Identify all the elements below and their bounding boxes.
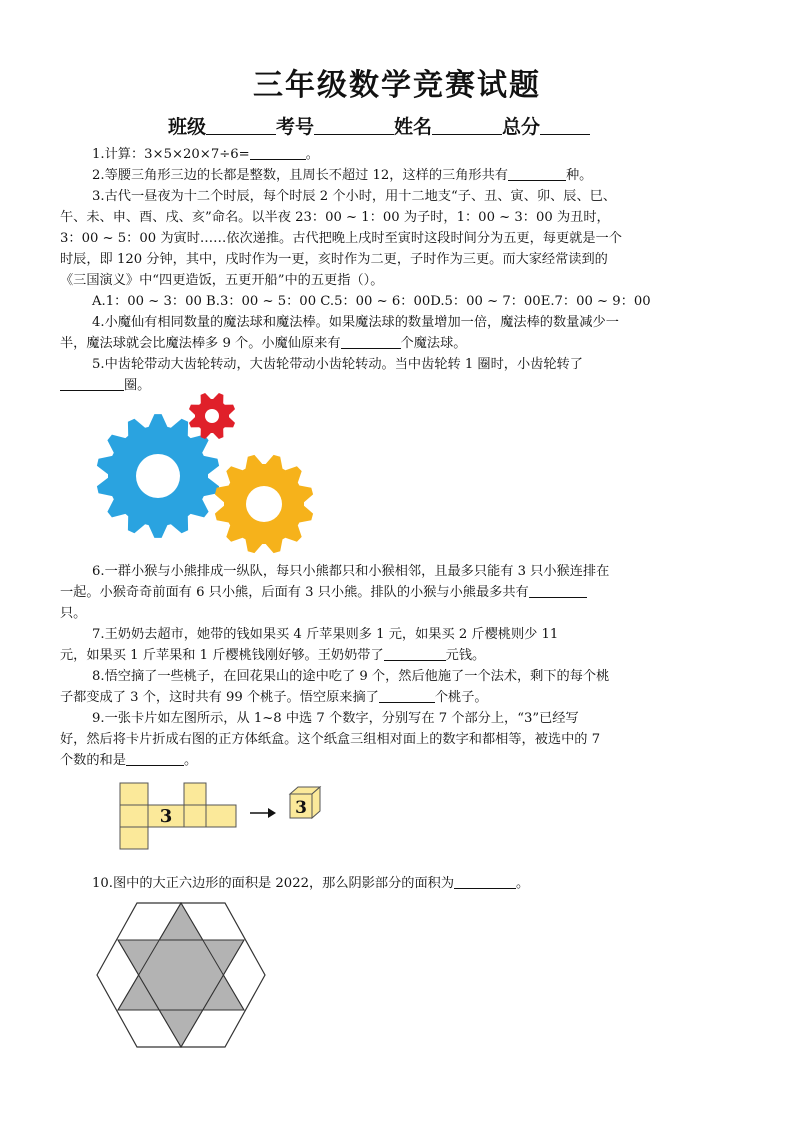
question-4-line-2: 半，魔法球就会比魔法棒多 9 个。小魔仙原来有 个魔法球。 <box>60 336 467 351</box>
small-gear-icon <box>189 393 235 439</box>
score-blank[interactable] <box>540 116 590 135</box>
hexagon-star-figure <box>94 898 268 1054</box>
answer-blank-8[interactable] <box>379 688 435 703</box>
net-face <box>206 805 236 827</box>
questions-block-1 <box>60 144 736 396</box>
question-5-line-2: 圈。 <box>60 375 736 396</box>
answer-blank-5[interactable] <box>60 376 124 391</box>
page-title: 三年级数学竞赛试题 <box>253 68 541 103</box>
score-label: 总分 <box>502 116 541 138</box>
question-5-line-1: 5.中齿轮带动大齿轮转动，大齿轮带动小齿轮转动。当中齿轮转 1 圈时，小齿轮转了 <box>92 357 583 372</box>
question-3-line-1: 3.古代一昼夜为十二个时辰，每个时辰 2 个小时，用十二地支“子、丑、寅、卯、辰、巳、 <box>92 189 617 204</box>
medium-gear-icon <box>215 455 313 553</box>
questions-block-2 <box>60 561 736 771</box>
exam-no-label: 考号 <box>276 116 315 138</box>
question-3-line-4: 时辰，即 120 分钟，其中，戌时作为一更，亥时作为二更，子时作为三更。而大家经常读到的 <box>60 252 608 267</box>
net-number-label: 3 <box>159 806 173 827</box>
name-label: 姓名 <box>394 116 433 138</box>
net-face <box>120 827 148 849</box>
question-8-line-2: 子都变成了 3 个，这时共有 99 个桃子。悟空原来摘了 个桃子。 <box>60 690 488 705</box>
name-blank[interactable] <box>432 116 502 135</box>
question-9-line-3: 个数的和是 。 <box>60 753 198 768</box>
question-6-line-1: 6.一群小猴与小熊排成一纵队，每只小熊都只和小猴相邻，且最多只能有 3 只小猴连排在 <box>92 564 610 579</box>
question-1: 1.计算：3×5×20×7÷6= 。 <box>92 147 319 162</box>
gears-figure <box>92 392 322 562</box>
student-info-line <box>168 112 590 139</box>
question-4-line-1: 4.小魔仙有相同数量的魔法球和魔法棒。如果魔法球的数量增加一倍，魔法棒的数量减少一 <box>92 315 619 330</box>
answer-blank-2[interactable] <box>508 166 566 181</box>
question-9-line-1: 9.一张卡片如左图所示，从 1~8 中选 7 个数字，分别写在 7 个部分上，“3”已经写 <box>92 711 579 726</box>
arrow-icon <box>250 808 276 818</box>
question-7-line-2: 元，如果买 1 斤苹果和 1 斤樱桃钱刚好够。王奶奶带了 元钱。 <box>60 648 486 663</box>
answer-blank-9[interactable] <box>126 751 184 766</box>
answer-blank-6[interactable] <box>529 583 587 598</box>
answer-blank-1[interactable] <box>250 145 306 160</box>
question-2: 2.等腰三角形三边的长都是整数，且周长不超过 12，这样的三角形共有 种。 <box>92 168 593 183</box>
question-6-line-3: 只。 <box>60 606 87 621</box>
gear-hole <box>205 409 219 423</box>
gear-hole <box>136 454 180 498</box>
question-6-line-2: 一起。小猴奇奇前面有 6 只小熊，后面有 3 只小熊。排队的小猴与小熊最多共有 <box>60 582 736 603</box>
question-7-line-1: 7.王奶奶去超市，她带的钱如果买 4 斤苹果则多 1 元，如果买 2 斤樱桃则少 11 <box>92 627 559 642</box>
questions-block-3 <box>60 873 736 894</box>
question-3-line-2: 午、未、申、酉、戌、亥”命名。以半夜 23：00 ~ 1：00 为子时，1：00 ~ 3：00 为丑时， <box>60 210 610 225</box>
net-face <box>184 783 206 805</box>
question-3-line-3: 3：00 ~ 5：00 为寅时……依次递推。古代把晚上戌时至寅时这段时间分为五更，每更就是一个 <box>60 231 622 246</box>
answer-blank-7[interactable] <box>384 646 446 661</box>
answer-blank-10[interactable] <box>454 874 516 889</box>
question-9-line-2: 好，然后将卡片折成右图的正方体纸盒。这个纸盒三组相对面上的数字和都相等，被选中的 7 <box>60 732 601 747</box>
question-3-line-5: 《三国演义》中“四更造饭，五更开船”中的五更指（）。 <box>60 273 384 288</box>
gear-hole <box>246 486 282 522</box>
answer-blank-4[interactable] <box>341 334 401 349</box>
cube-net-figure <box>112 780 332 850</box>
exam-no-blank[interactable] <box>314 116 394 135</box>
question-8-line-1: 8.悟空摘了一些桃子，在回花果山的途中吃了 9 个，然后他施了一个法术，剩下的每个桃 <box>92 669 610 684</box>
question-10: 10.图中的大正六边形的面积是 2022，那么阴影部分的面积为 。 <box>92 876 530 891</box>
class-blank[interactable] <box>206 116 276 135</box>
class-label: 班级 <box>168 116 207 138</box>
cube-number-label: 3 <box>295 798 307 818</box>
net-face <box>120 805 148 827</box>
question-3-options: A.1：00 ~ 3：00 B.3：00 ~ 5：00 C.5：00 ~ 6：00D.5：00 ~ 7：00E.7：00 ~ 9：00 <box>92 294 651 309</box>
net-face <box>184 805 206 827</box>
net-face <box>120 783 148 805</box>
